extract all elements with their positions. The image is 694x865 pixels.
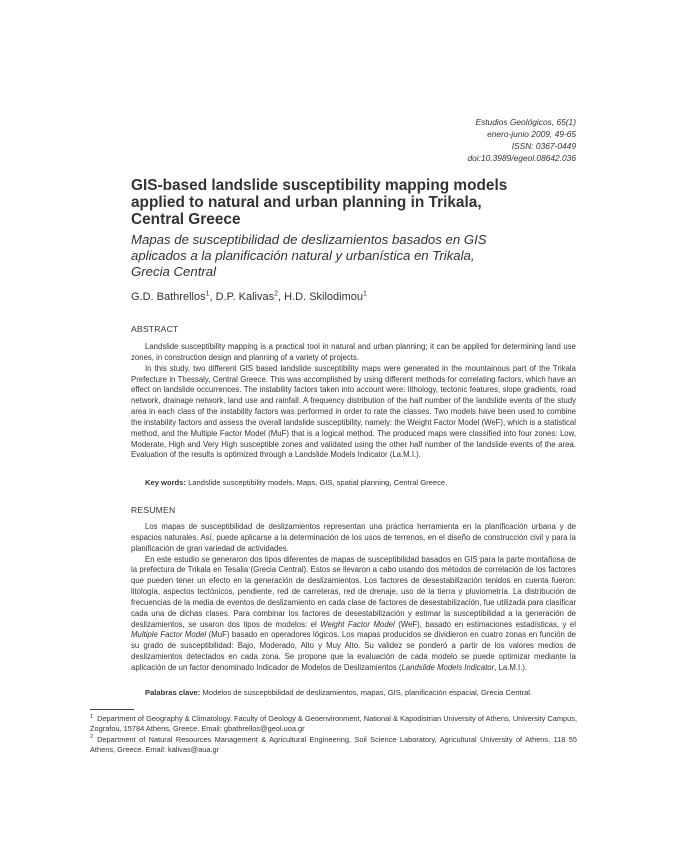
resumen-italic-term: Multiple Factor Model [131, 630, 207, 640]
subtitle-line: aplicados a la planificación natural y urbanística en Trikala, [131, 248, 475, 264]
footnote-number: 1 [90, 713, 94, 720]
title-line: applied to natural and urban planning in Trikala, [131, 194, 482, 211]
palabras-clave-label: Palabras clave: [145, 688, 201, 697]
resumen-text: (MuF) basado en operadores lógicos. Los mapas producidos se dividieron en cuatro zonas en función de su grado de susceptibilidad: Bajo, Moderado, Alto y Muy Alto. Su validez se ponderó a partir de los valores medios de deslizamientos detectados en cada zona. Se propone que la evaluación de cada modelo se puede optimizar mediante la aplicación de un factor denominado Indicador de Modelos de Deslizamientos ( [131, 630, 577, 672]
author-name: G.D. Bathrellos [131, 291, 206, 303]
subtitle-line: Grecia Central [131, 264, 217, 280]
footnote-divider [90, 709, 134, 710]
author-name: H.D. Skilodimou [284, 291, 364, 303]
subtitle-line: Mapas de susceptibilidad de deslizamientos basados en GIS [131, 232, 487, 247]
footnote-text: Department of Geography & Climatology, Faculty of Geology & Geoenvironment, National & Kapodistrian University of Athens, University Campus, Zografou, 15784 Athens, Greece. Email: gbathrellos@geol.uoa.gr [90, 714, 577, 734]
resumen-italic-term: Weight Factor Model [320, 619, 395, 629]
resumen-text: (WeF), basado en estimaciones estadísticas, y el [398, 619, 576, 629]
author-list: G.D. Bathrellos$^1$, D.P. Kalivas$^2$, H.D. Skilodimou$^1$ [131, 290, 367, 303]
resumen-text: En este estudio se generaron dos tipos diferentes de mapas de susceptibilidad basados en GIS para la parte montañosa de la prefectura de Trikala en Tesalia (Grecia Central). Estos se llevaron a cabo usando dos métodos de correlación de los factores que pueden tener un efecto en la generación de deslizamientos. Los factores de desestabilización tenidos en cuenta fueron: litología, aspectos tectónicos, pendiente, red de carreteras, red de drenaje, uso de la tierra y pluviometría. La distribución de frecuencias de la media de eventos de deslizamiento en cada clase de factores de desestabilización, fue utilizada para clasificar cada una de dichas clases. Para combinar los factores de desestabilización y estimar la susceptibilidad a la generación de deslizamientos, se usaron dos tipos de modelos: el [131, 554, 576, 629]
resumen-paragraph [131, 555, 576, 674]
journal-name: Estudios Geológicos, 65(1) [475, 117, 576, 127]
keywords [145, 478, 575, 488]
footnote-text: Department of Natural Resources Management & Agricultural Engineering, Soil Science Laboratory, Agricultural University of Athens, 118 55 Athens, Greece. Email: kalivas@aua.gr [90, 734, 577, 754]
resumen-paragraph: Los mapas de susceptibilidad de deslizamientos representan una práctica herramienta en la planificación urbana y de espacios naturales. Así, puede aplicarse a la determinación de los usos de terrenos, en el diseño de construcción civil y para la planificación de gran variedad de actividades. [131, 522, 576, 553]
title-line: GIS-based landslide susceptibility mapping models [131, 177, 508, 194]
abstract-paragraph: Landslide susceptibility mapping is a practical tool in natural and urban planning; it can be applied for determining land use zones, in construction design and planning of a variety of projects. [131, 342, 576, 362]
keywords-text: Landslide susceptibility models, Maps, GIS, spatial planning, Central Greece. [188, 478, 448, 487]
resumen-text: , La.M.I.). [494, 662, 528, 672]
palabras-clave-text: Modelos de susceptibilidad de deslizamientos, mapas, GIS, planificación espacial, Grecia Central. [202, 688, 533, 697]
journal-doi[interactable]: doi:10.3989/egeol.08642.036 [467, 153, 576, 163]
abstract-paragraph: In this study, two different GIS based landslide susceptibility maps were generated in the mountainous part of the Trikala Prefecture in Thessaly, Central Greece. This was accomplished by using different methods for correlating factors, which have an effect on landslide occurrences. The instability factors taken into account were: lithology, tectonic features, slope gradients, road network, drainage network, land use and rainfall. A frequency distribution of the half number of the landslide events of the study area in each class of the instability factors was performed in order to rate the classes. Two models have been used to combine the instability factors and assess the overall landslide susceptibility, namely: the Weight Factor Model (WeF), which is a statistical method, and the Multiple Factor Model (MuF) that is a logical method. The produced maps were classified into four zones: Low, Moderate, High and Very High susceptible zones and validated using the other half number of the landslide events of the area. Evaluation of the results is optimized through a Landslide Models Indicator (La.M.I.). [131, 363, 576, 460]
abstract-heading: ABSTRACT [131, 324, 179, 334]
journal-issn: ISSN: 0367-0449 [511, 141, 576, 151]
paper-subtitle [131, 232, 531, 281]
journal-header [467, 116, 576, 164]
abstract-body [131, 342, 576, 461]
footnote [90, 714, 577, 735]
author-affiliation: 1 [205, 290, 210, 298]
title-line: Central Greece [131, 211, 241, 228]
footnotes [90, 714, 577, 755]
footnote-number: 2 [90, 734, 94, 741]
resumen-italic-term: Landslide Models Indicator [401, 662, 495, 672]
keywords-label: Key words: [145, 478, 186, 487]
resumen-heading: RESUMEN [131, 505, 176, 515]
palabras-clave [145, 688, 575, 698]
author-affiliation: 2 [274, 290, 279, 298]
author-name: D.P. Kalivas [215, 291, 275, 303]
resumen-body [131, 522, 576, 674]
footnote [90, 735, 577, 756]
journal-issue: enero-junio 2009, 49-65 [487, 129, 576, 139]
paper-title [131, 177, 551, 228]
author-affiliation: 1 [363, 290, 367, 298]
